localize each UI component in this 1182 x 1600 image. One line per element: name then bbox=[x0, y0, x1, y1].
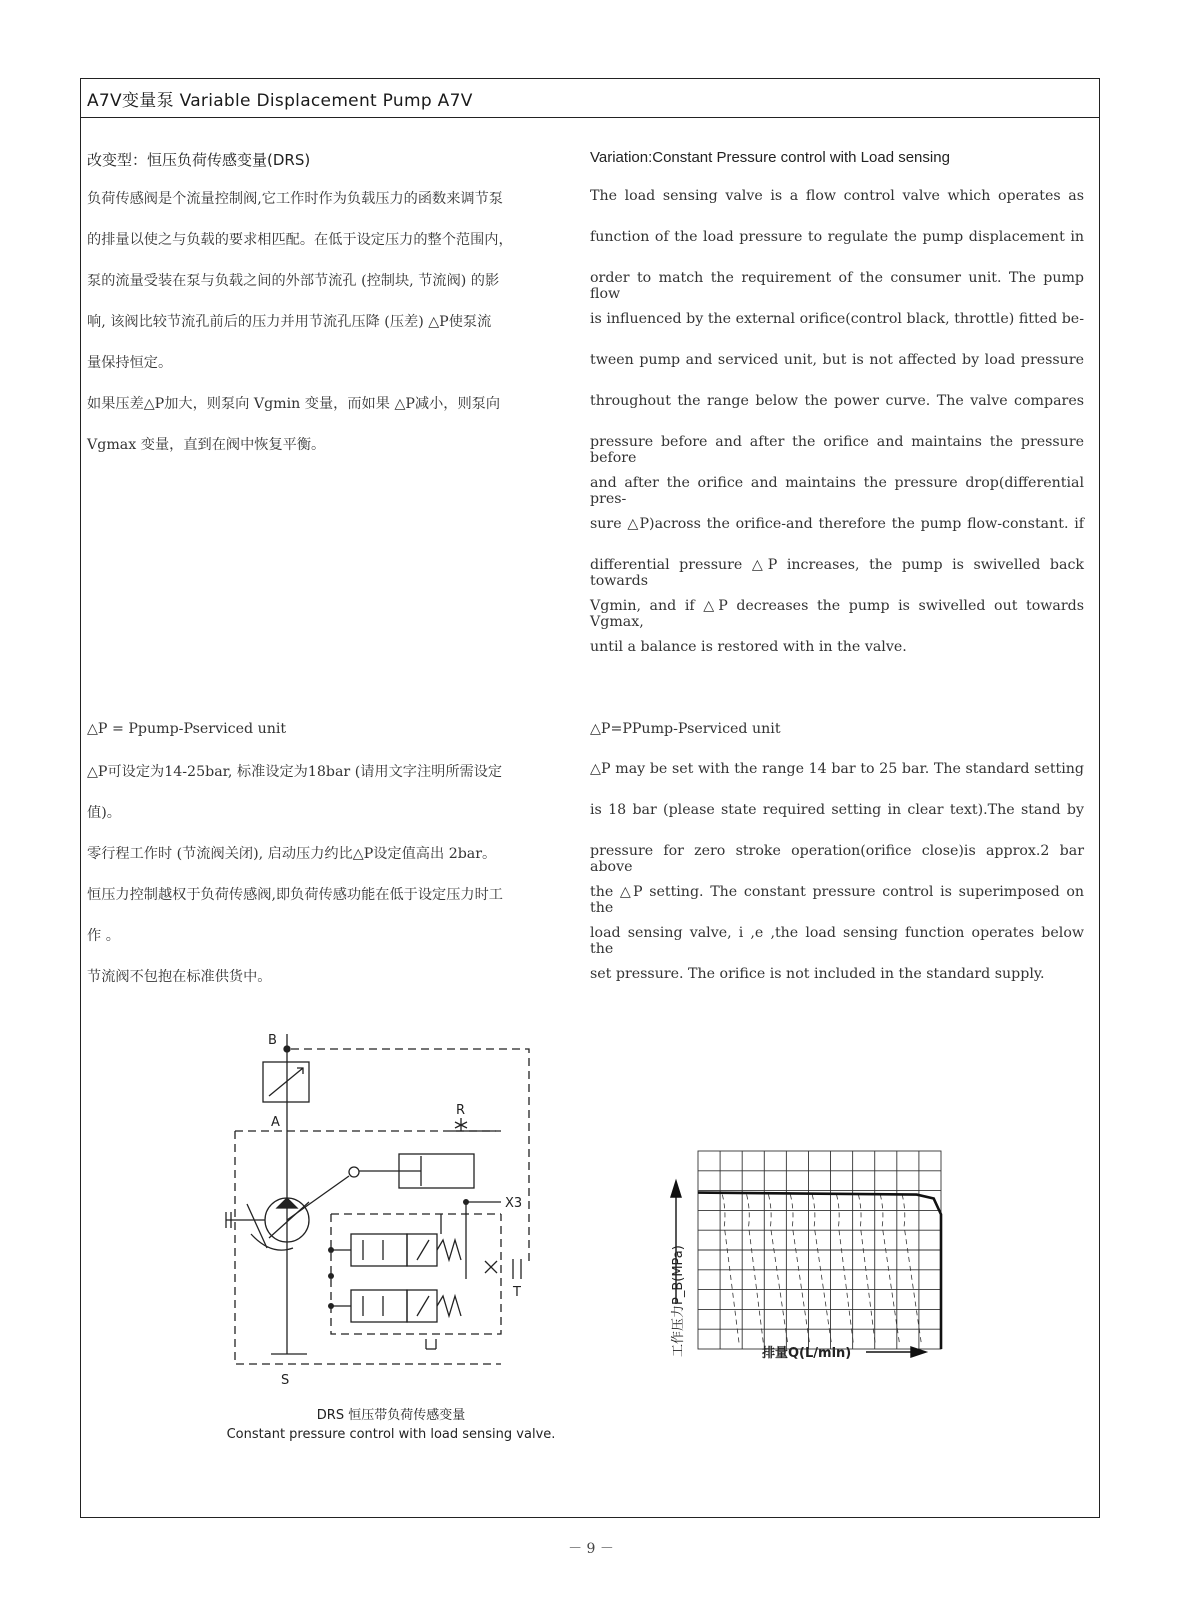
y-axis-label: 工作压力P_B(MPa) bbox=[671, 1245, 686, 1357]
cn-line: 作 。 bbox=[87, 928, 120, 944]
x-axis-label: 排量Q(L/min) bbox=[762, 1346, 852, 1361]
en-line: is 18 bar (please state required setting in clear text).The stand by bbox=[590, 802, 1084, 818]
en-line: pressure before and after the orifice and maintains the pressure before bbox=[590, 434, 1084, 466]
cn-formula: △P = Ppump-Pserviced unit bbox=[87, 721, 287, 737]
en-formula: △P=PPump-Pserviced unit bbox=[590, 721, 781, 737]
en-line: function of the load pressure to regulate the pump displacement in bbox=[590, 229, 1084, 245]
en-line: is influenced by the external orifice(control black, throttle) fitted be- bbox=[590, 311, 1084, 327]
en-heading: Variation:Constant Pressure control with Load sensing bbox=[590, 149, 950, 166]
en-line: Vgmin, and if △P decreases the pump is swivelled out towards Vgmax, bbox=[590, 598, 1084, 630]
page-header bbox=[81, 79, 1099, 118]
diagram-caption-en: Constant pressure control with load sensing valve. bbox=[226, 1427, 556, 1442]
en-line: The load sensing valve is a flow control valve which operates as bbox=[590, 188, 1084, 204]
cn-heading: 改变型：恒压负荷传感变量(DRS) bbox=[87, 151, 311, 169]
cn-line: Vgmax 变量，直到在阀中恢复平衡。 bbox=[87, 437, 326, 453]
cn-line: 负荷传感阀是个流量控制阀,它工作时作为负载压力的函数来调节泵 bbox=[87, 191, 503, 207]
cn-line: 值)。 bbox=[87, 805, 121, 821]
cn-line: 节流阀不包抱在标准供货中。 bbox=[87, 969, 272, 985]
en-line: set pressure. The orifice is not included in the standard supply. bbox=[590, 966, 1045, 982]
port-b-label: B bbox=[268, 1033, 277, 1048]
pressure-flow-chart bbox=[656, 1099, 956, 1389]
en-line: sure △P)across the orifice-and therefore the pump flow-constant. if bbox=[590, 516, 1084, 532]
cn-line: 如果压差△P加大，则泵向 Vgmin 变量，而如果 △P减小，则泵向 bbox=[87, 396, 501, 412]
port-x3-label: X3 bbox=[505, 1196, 523, 1211]
en-line: differential pressure △P increases, the pump is swivelled back towards bbox=[590, 557, 1084, 589]
cn-line: 泵的流量受装在泵与负载之间的外部节流孔 (控制块, 节流阀) 的影 bbox=[87, 273, 500, 289]
en-line: the △P setting. The constant pressure control is superimposed on the bbox=[590, 884, 1084, 916]
cn-line: 的排量以使之与负载的要求相匹配。在低于设定压力的整个范围内， bbox=[87, 232, 513, 248]
en-line: throughout the range below the power curve. The valve compares bbox=[590, 393, 1084, 409]
hydraulic-schematic bbox=[211, 1034, 551, 1394]
port-r-label: R bbox=[456, 1103, 466, 1118]
en-top-section bbox=[590, 149, 1084, 669]
en-line: and after the orifice and maintains the pressure drop(differential pres- bbox=[590, 475, 1084, 507]
cn-line: 响, 该阀比较节流孔前后的压力并用节流孔压降 (压差) △P使泵流 bbox=[87, 314, 492, 330]
port-t-label: T bbox=[513, 1285, 521, 1300]
en-line: until a balance is restored with in the valve. bbox=[590, 639, 907, 655]
en-line: △P may be set with the range 14 bar to 25 bar. The standard setting bbox=[590, 761, 1084, 777]
port-s-label: S bbox=[281, 1373, 290, 1388]
page-number: － 9 － bbox=[568, 1541, 614, 1557]
cn-line: △P可设定为14-25bar, 标准设定为18bar (请用文字注明所需设定 bbox=[87, 764, 503, 780]
en-line: order to match the requirement of the consumer unit. The pump flow bbox=[590, 270, 1084, 302]
en-line: load sensing valve, i ,e ,the load sensing function operates below the bbox=[590, 925, 1084, 957]
diagram-caption-cn: DRS 恒压带负荷传感变量 bbox=[316, 1408, 466, 1423]
cn-line: 量保持恒定。 bbox=[87, 355, 173, 371]
cn-top-section bbox=[87, 149, 547, 469]
en-line: tween pump and serviced unit, but is not affected by load pressure bbox=[590, 352, 1084, 368]
page-title: A7V变量泵 Variable Displacement Pump A7V bbox=[87, 91, 473, 111]
en-mid-section bbox=[590, 721, 1084, 981]
page-frame bbox=[80, 78, 1100, 1518]
cn-line: 恒压力控制越权于负荷传感阀,即负荷传感功能在低于设定压力时工 bbox=[87, 887, 503, 903]
cn-mid-section bbox=[87, 721, 547, 985]
en-line: pressure for zero stroke operation(orifice close)is approx.2 bar above bbox=[590, 843, 1084, 875]
cn-line: 零行程工作时 (节流阀关闭), 启动压力约比△P设定值高出 2bar。 bbox=[87, 846, 497, 862]
port-a-label: A bbox=[271, 1115, 280, 1130]
